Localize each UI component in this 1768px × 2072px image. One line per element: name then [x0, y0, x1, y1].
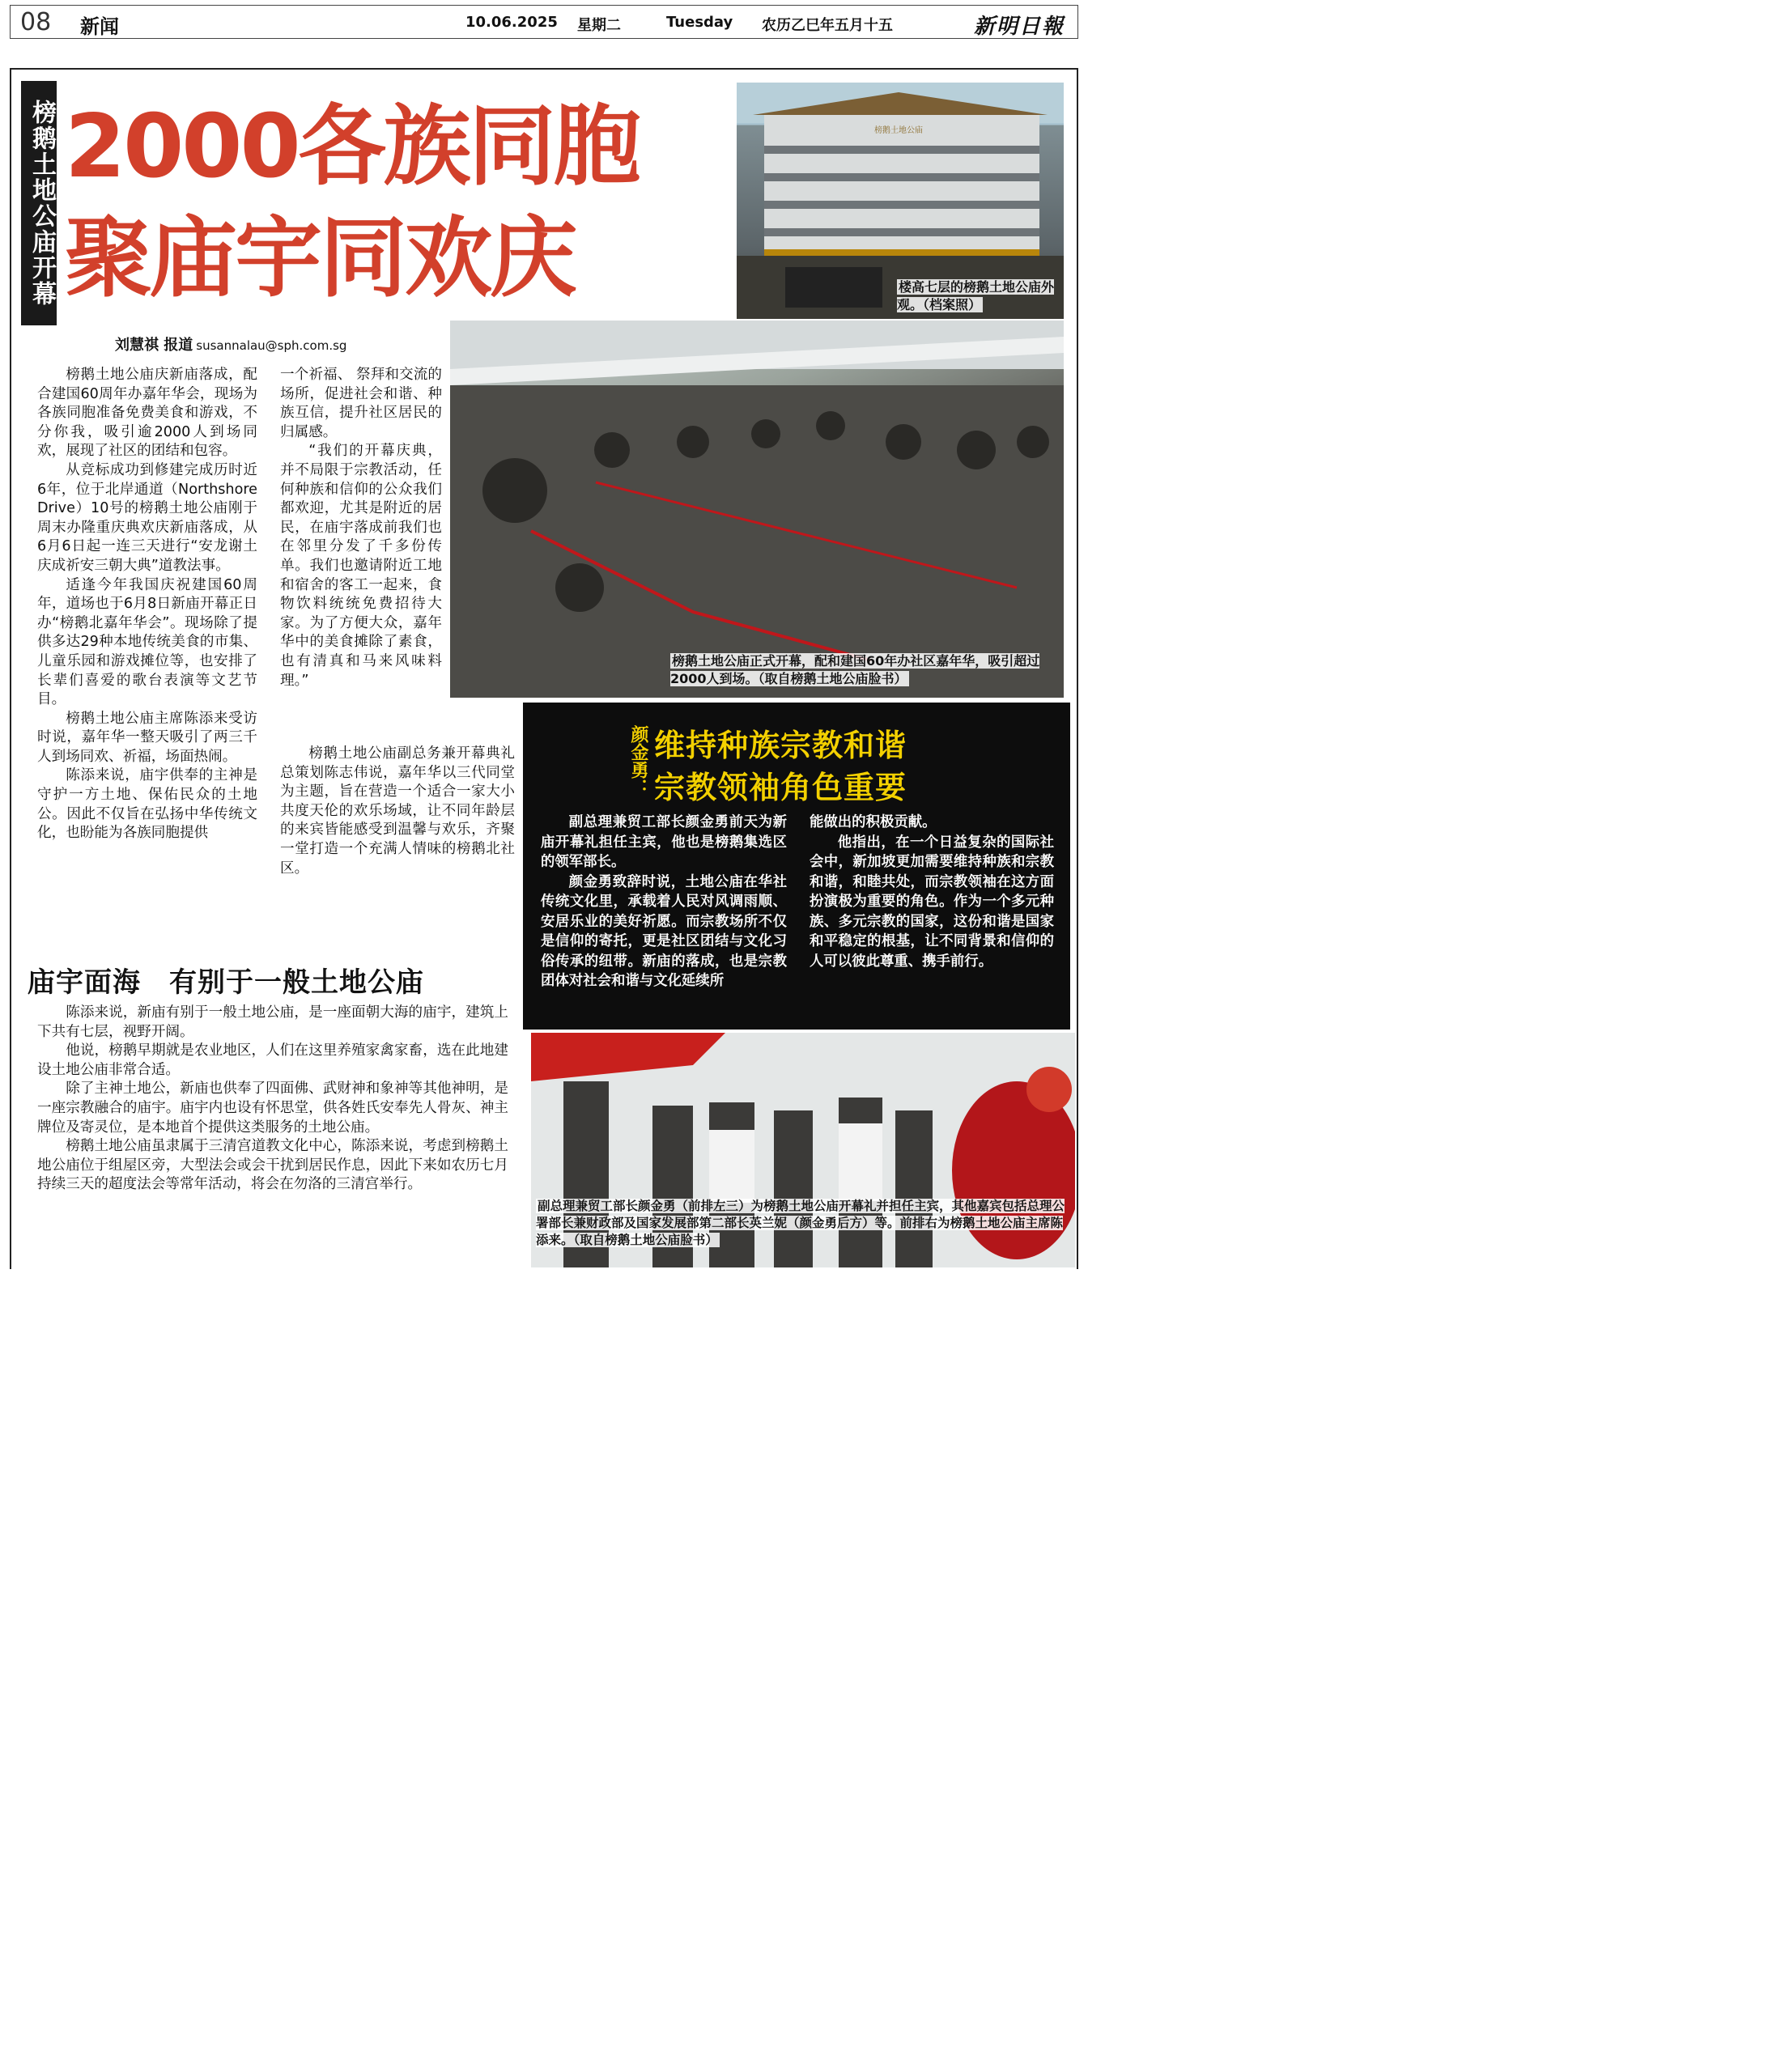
kicker-label: 榜鹅土地公庙开幕 [21, 81, 57, 325]
paragraph: 副总理兼贸工部长颜金勇前天为新庙开幕礼担任主宾，他也是榜鹅集选区的领军部长。 [541, 814, 787, 870]
paragraph: 陈添来说，新庙有别于一般土地公庙，是一座面朝大海的庙宇，建筑上下共有七层，视野开阔。 [37, 1004, 508, 1040]
paragraph: 他说，榜鹅早期就是农业地区，人们在这里养殖家禽家畜，选在此地建设土地公庙非常合适。 [37, 1042, 508, 1078]
article-column-2 [280, 366, 442, 690]
issue-date: 10.06.2025 [465, 14, 558, 31]
weekday-cn: 星期二 [577, 17, 621, 34]
crowd-illustration [450, 321, 1064, 698]
crowd-photo [450, 321, 1064, 698]
paragraph: 从竞标成功到修建完成历时近6年，位于北岸通道（Northshore Drive）10号的榜鹅土地公庙刚于周末办隆重庆典欢庆新庙落成，从6月6日起一连三天进行“安龙谢土庆成祈安三朝大典”道教法事。 [37, 461, 257, 574]
headline-line-2: 聚庙宇同欢庆 [65, 208, 576, 309]
paragraph: 榜鹅土地公庙副总务兼开幕典礼总策划陈志伟说，嘉年华以三代同堂为主题，旨在营造一个适合一家大小共度天伦的欢乐场域，让不同年龄层的来宾皆能感受到温馨与欢乐，齐聚一堂打造一个充满人情味的榜鹅北社区。 [280, 745, 515, 877]
paragraph: 他指出，在一个日益复杂的国际社会中，新加坡更加需要维持种族和宗教和谐，和睦共处，而宗教领袖在这方面扮演极为重要的角色。作为一个多元种族、多元宗教的国家，这份和谐是国家和平稳定的根基，让不同背景和信仰的人可以彼此尊重、携手前行。 [810, 834, 1054, 970]
subheading: 庙宇面海 有别于一般土地公庙 [28, 966, 424, 999]
sidebar-headline-2: 宗教领袖角色重要 [654, 770, 907, 805]
temple-sign-text: 榜鹅土地公庙 [874, 126, 923, 135]
paragraph: 颜金勇致辞时说，土地公庙在华社传统文化里，承载着人民对风调雨顺、安居乐业的美好祈愿。而宗教场所不仅是信仰的寄托，更是社区团结与文化习俗传承的纽带。新庙的落成，也是宗教团体对社会和谐与文化延续所 [541, 873, 787, 989]
photo3-caption: 副总理兼贸工部长颜金勇（前排左三）为榜鹅土地公庙开幕礼并担任主宾，其他嘉宾包括总理公署部长兼财政部及国家发展部第二部长英兰妮（颜金勇后方）等。前排右为榜鹅土地公庙主席陈添来。（取自榜鹅土地公庙脸书） [536, 1199, 1065, 1247]
page-header [10, 5, 1078, 39]
masthead-logo: 新明日報 [974, 15, 1065, 39]
paragraph: “我们的开幕庆典，并不局限于宗教活动，任何种族和信仰的公众我们都欢迎，尤其是附近的居民，在庙宇落成前我们也在邻里分发了千多份传单。我们也邀请附近工地和宿舍的客工一起来，食物饮料统统免费招待大家。为了方便大众，嘉年华中的美食摊除了素食，也有清真和马来风味料理。” [280, 443, 442, 689]
article-bottom-block [37, 1004, 508, 1195]
weekday-en: Tuesday [666, 14, 733, 31]
photo1-caption: 楼高七层的榜鹅土地公庙外观。（档案照） [897, 279, 1055, 312]
paragraph: 榜鹅土地公庙庆新庙落成，配合建国60周年办嘉年华会，现场为各族同胞准备免费美食和游戏，不分你我，吸引逾2000人到场同欢，展现了社区的团结和包容。 [37, 367, 257, 460]
paragraph: 能做出的积极贡献。 [810, 814, 937, 830]
paragraph: 榜鹅土地公庙主席陈添来受访时说，嘉年华一整天吸引了两三千人到场同欢、祈福，场面热闹。 [37, 710, 257, 765]
byline [115, 333, 346, 355]
page-number: 08 [20, 8, 52, 36]
photo2-caption: 榜鹅土地公庙正式开幕，配和建国60年办社区嘉年华，吸引超过2000人到场。（取自榜鹅土地公庙脸书） [670, 653, 1040, 686]
sidebar-column-2 [810, 813, 1054, 971]
paragraph: 除了主神土地公，新庙也供奉了四面佛、武财神和象神等其他神明，是一座宗教融合的庙宇。庙宇内也设有怀思堂，供各姓氏安奉先人骨灰、神主牌位及寄灵位，是本地首个提供这类服务的土地公庙。 [37, 1081, 508, 1136]
article-column-1 [37, 366, 257, 843]
sidebar-headline-1: 维持种族宗教和谐 [654, 728, 907, 763]
headline-line-1: 2000各族同胞 [65, 96, 639, 197]
paragraph: 一个祈福、 祭拜和交流的场所，促进社会和谐、种族互信，提升社区居民的归属感。 [280, 367, 442, 440]
paragraph: 陈添来说，庙宇供奉的主神是守护一方土地、保佑民众的土地公。因此不仅旨在弘扬中华传统文化，也盼能为各族同胞提供 [37, 767, 257, 842]
section-name: 新闻 [80, 15, 119, 38]
sidebar-speaker: 颜金勇： [628, 725, 648, 796]
byline-email: susannalau@sph.com.sg [196, 338, 347, 353]
article-column-2b [280, 745, 515, 878]
sidebar-column-1 [541, 813, 787, 991]
paragraph: 榜鹅土地公庙虽隶属于三清宫道教文化中心，陈添来说，考虑到榜鹅土地公庙位于组屋区旁，大型法会或会干扰到居民作息，因此下来如农历七月持续三天的超度法会等常年活动，将会在勿洛的三清宫举行。 [37, 1138, 508, 1193]
sidebar-box [523, 703, 1070, 1030]
lunar-date: 农历乙巳年五月十五 [762, 17, 893, 34]
paragraph: 适逢今年我国庆祝建国60周年，道场也于6月8日新庙开幕正日办“榜鹅北嘉年华会”。现场除了提供多达29种本地传统美食的市集、儿童乐园和游戏摊位等，也安排了长辈们喜爱的歌台表演等文艺节目。 [37, 576, 257, 708]
byline-author: 刘慧祺 报道 [115, 337, 193, 354]
